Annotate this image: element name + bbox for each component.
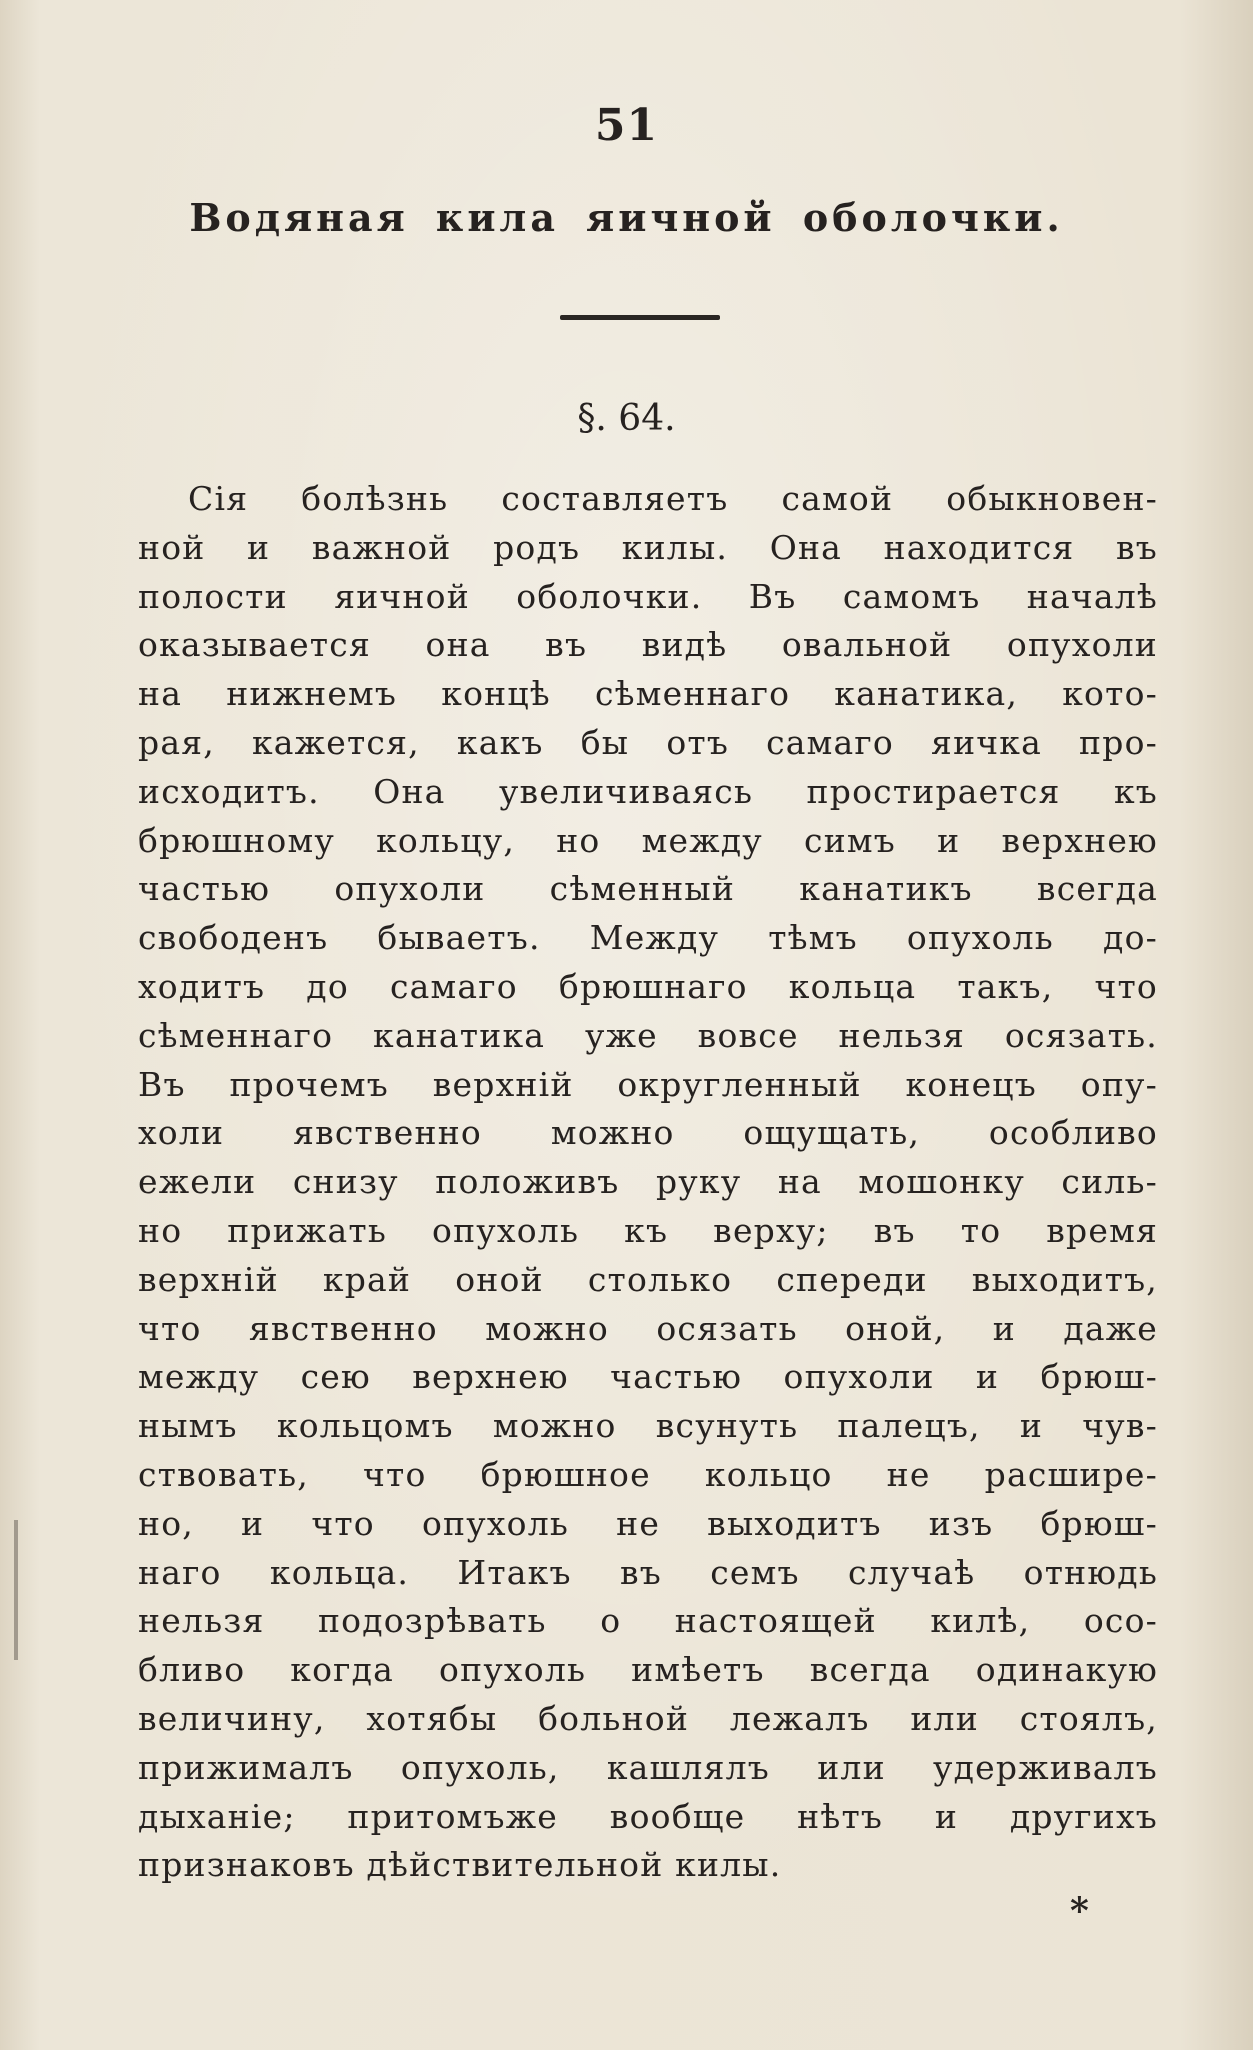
text-line: частью опухоли сѣменный канатикъ всегда [138, 869, 1158, 909]
text-line: между сею верхнею частью опухоли и брюш- [138, 1357, 1158, 1397]
text-line: полости яичной оболочки. Въ самомъ началѣ [138, 576, 1158, 616]
text-line: но, и что опухоль не выходитъ изъ брюш- [138, 1503, 1158, 1543]
text-line: прижималъ опухоль, кашлялъ или удерживалъ [138, 1747, 1158, 1787]
text-line: ствовать, что брюшное кольцо не расшире- [138, 1454, 1158, 1494]
text-line: сѣменнаго канатика уже вовсе нельзя осязать. [138, 1015, 1158, 1055]
text-line: бливо когда опухоль имѣетъ всегда одинакую [138, 1650, 1158, 1690]
title-rule [560, 315, 720, 320]
text-line: свободенъ бываетъ. Между тѣмъ опухоль до- [138, 918, 1158, 958]
text-line: верхній край оной столько спереди выходитъ, [138, 1259, 1158, 1299]
text-line: оказывается она въ видѣ овальной опухоли [138, 625, 1158, 665]
margin-stain [14, 1520, 18, 1660]
text-line: нельзя подозрѣвать о настоящей килѣ, осо- [138, 1601, 1158, 1641]
page-number: 51 [594, 100, 659, 151]
text-line: ной и важной родъ килы. Она находится въ [138, 527, 1158, 567]
text-line: холи явственно можно ощущать, особливо [138, 1113, 1158, 1153]
text-line: рая, кажется, какъ бы отъ самаго яичка про- [138, 722, 1158, 762]
text-line: брюшному кольцу, но между симъ и верхнею [138, 820, 1158, 860]
text-line: но прижать опухоль къ верху; въ то время [138, 1210, 1158, 1250]
text-line: Въ прочемъ верхній округленный конецъ опу- [138, 1064, 1158, 1104]
text-line: дыханіе; притомъже вообще нѣтъ и другихъ [138, 1796, 1158, 1836]
text-line: нымъ кольцомъ можно всунуть палецъ, и чув- [138, 1406, 1158, 1446]
section-number: §. 64. [577, 398, 676, 439]
text-line: наго кольца. Итакъ въ семъ случаѣ отнюдь [138, 1552, 1158, 1592]
text-line: исходитъ. Она увеличиваясь простирается къ [138, 771, 1158, 811]
catchword: * [1070, 1890, 1089, 1932]
text-line: величину, хотябы больной лежалъ или стоялъ, [138, 1698, 1158, 1738]
text-line: признаковъ дѣйствительной килы. [138, 1845, 782, 1885]
text-line: ходитъ до самаго брюшнаго кольца такъ, что [138, 966, 1158, 1006]
text-line: на нижнемъ концѣ сѣменнаго канатика, кото- [138, 674, 1158, 714]
text-line: что явственно можно осязать оной, и даже [138, 1308, 1158, 1348]
body-text [138, 475, 1158, 1890]
text-line: Сія болѣзнь составляетъ самой обыкновен- [188, 479, 1158, 518]
text-line: ежели снизу положивъ руку на мошонку силь- [138, 1162, 1158, 1202]
chapter-title: Водяная кила яичной оболочки. [189, 195, 1064, 240]
